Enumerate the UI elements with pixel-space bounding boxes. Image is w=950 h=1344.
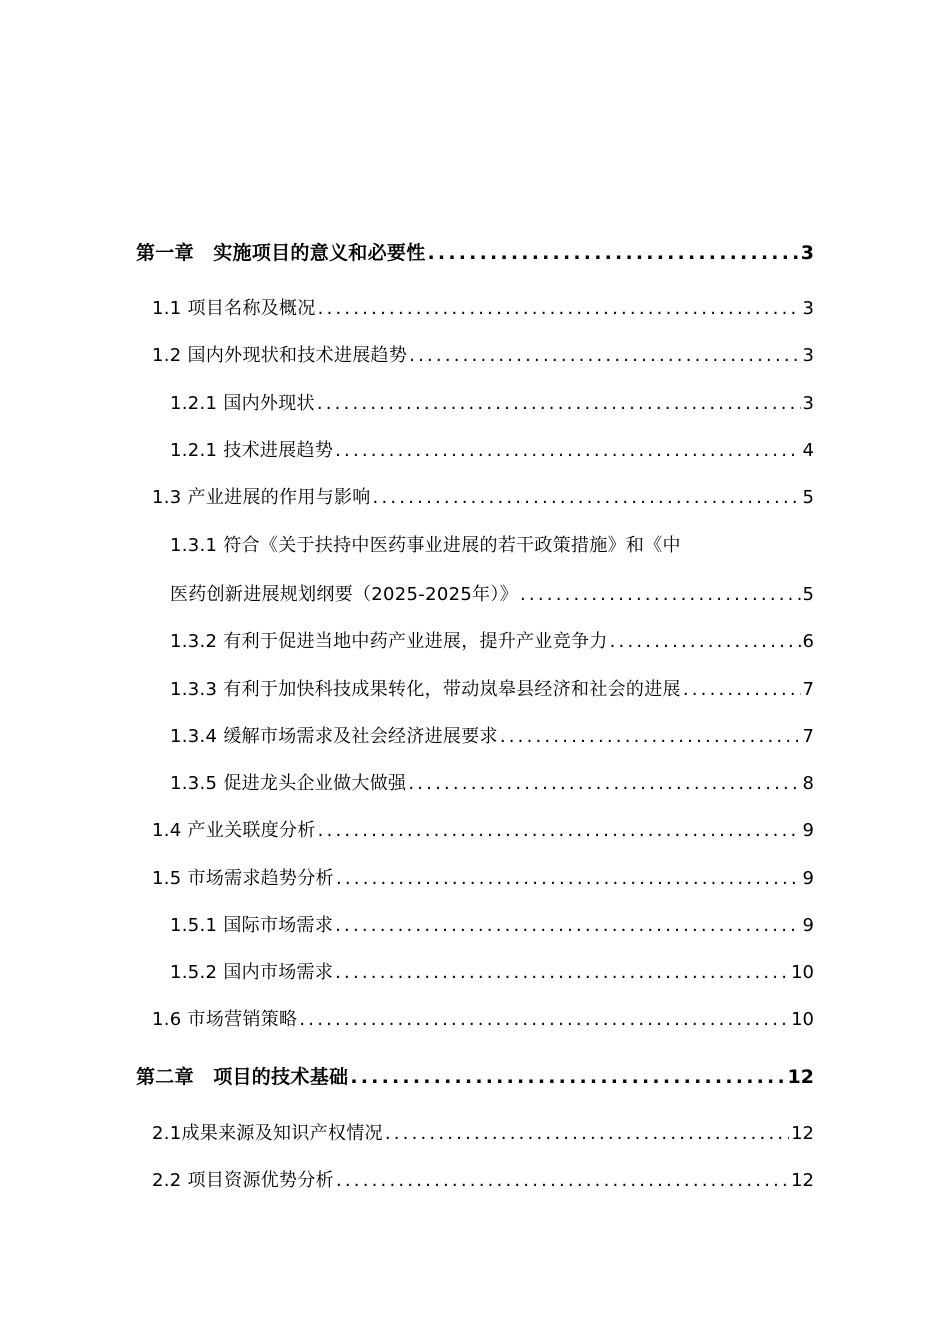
toc-leader-dots xyxy=(409,344,800,368)
toc-entry-1-3-5[interactable] xyxy=(170,772,814,796)
toc-entry-1-3-3[interactable] xyxy=(170,678,814,702)
toc-page-number: 7 xyxy=(802,679,814,700)
toc-entry-1-3-4[interactable] xyxy=(170,725,814,749)
toc-entry-text: 1.4 产业关联度分析 xyxy=(152,820,316,841)
toc-entry-1-3-1-line1[interactable] xyxy=(170,534,681,558)
toc-leader-dots xyxy=(610,630,801,654)
toc-page-number: 9 xyxy=(802,915,814,936)
toc-page-number: 6 xyxy=(802,631,814,652)
toc-leader-dots xyxy=(318,819,801,843)
toc-leader-dots xyxy=(500,725,801,749)
toc-leader-dots xyxy=(335,961,789,985)
toc-page-number: 5 xyxy=(802,584,814,605)
toc-entry-text: 2.2 项目资源优势分析 xyxy=(152,1170,334,1191)
toc-page-number: 7 xyxy=(802,726,814,747)
toc-leader-dots xyxy=(385,1122,789,1146)
toc-page-number: 3 xyxy=(800,242,814,264)
toc-entry-text: 1.3.2 有利于促进当地中药产业进展，提升产业竞争力 xyxy=(170,631,608,652)
toc-entry-1-5-2[interactable] xyxy=(170,961,814,985)
toc-entry-text: 1.2.1 国内外现状 xyxy=(170,393,315,414)
toc-entry-1-2-1-trend[interactable] xyxy=(170,439,814,463)
toc-leader-dots xyxy=(317,392,801,416)
toc-page-number: 12 xyxy=(791,1170,814,1191)
toc-entry-text: 1.3.3 有利于加快科技成果转化，带动岚皋县经济和社会的进展 xyxy=(170,679,681,700)
toc-entry-text: 第一章 实施项目的意义和必要性 xyxy=(136,242,426,264)
toc-entry-text: 1.3.1 符合《关于扶持中医药事业进展的若干政策措施》和《中 xyxy=(170,535,681,556)
toc-leader-dots xyxy=(335,914,800,938)
toc-entry-text: 2.1成果来源及知识产权情况 xyxy=(152,1123,383,1144)
toc-entry-1-3-1-line2[interactable] xyxy=(170,583,814,607)
toc-entry-chapter-1[interactable] xyxy=(136,241,814,265)
toc-entry-text: 1.2 国内外现状和技术进展趋势 xyxy=(152,345,408,366)
toc-page-number: 3 xyxy=(802,345,814,366)
toc-entry-1-4[interactable] xyxy=(152,819,814,843)
toc-entry-1-3[interactable] xyxy=(152,486,814,510)
toc-entry-1-5-1[interactable] xyxy=(170,914,814,938)
toc-leader-dots xyxy=(336,867,801,891)
toc-page-number: 8 xyxy=(802,773,814,794)
toc-leader-dots xyxy=(373,486,801,510)
toc-page-number: 12 xyxy=(787,1066,814,1088)
toc-entry-text: 1.6 市场营销策略 xyxy=(152,1009,298,1030)
toc-leader-dots xyxy=(683,678,801,702)
toc-entry-text: 1.1 项目名称及概况 xyxy=(152,298,316,319)
toc-page-number: 9 xyxy=(802,868,814,889)
toc-entry-1-6[interactable] xyxy=(152,1008,814,1032)
toc-page-number: 5 xyxy=(802,487,814,508)
toc-page-number: 10 xyxy=(791,962,814,983)
toc-entry-1-3-2[interactable] xyxy=(170,630,814,654)
toc-entry-1-2[interactable] xyxy=(152,344,814,368)
toc-entry-text: 1.3.4 缓解市场需求及社会经济进展要求 xyxy=(170,726,498,747)
toc-leader-dots xyxy=(520,583,801,607)
toc-page-number: 12 xyxy=(791,1123,814,1144)
toc-entry-text: 1.5 市场需求趋势分析 xyxy=(152,868,334,889)
toc-entry-text: 医药创新进展规划纲要（2025-2025年）》 xyxy=(170,584,519,605)
toc-page-number: 10 xyxy=(791,1009,814,1030)
toc-leader-dots xyxy=(335,439,800,463)
toc-leader-dots xyxy=(299,1008,789,1032)
toc-entry-2-1[interactable] xyxy=(152,1122,814,1146)
toc-leader-dots xyxy=(318,297,801,321)
toc-entry-text: 1.3 产业进展的作用与影响 xyxy=(152,487,371,508)
toc-page-number: 3 xyxy=(802,298,814,319)
toc-entry-text: 1.3.5 促进龙头企业做大做强 xyxy=(170,773,407,794)
toc-page-number: 9 xyxy=(802,820,814,841)
toc-entry-text: 第二章 项目的技术基础 xyxy=(136,1066,349,1088)
toc-leader-dots xyxy=(336,1169,789,1193)
toc-leader-dots xyxy=(428,241,799,265)
toc-leader-dots xyxy=(350,1065,785,1089)
toc-entry-chapter-2[interactable] xyxy=(136,1065,814,1089)
toc-entry-2-2[interactable] xyxy=(152,1169,814,1193)
toc-entry-text: 1.2.1 技术进展趋势 xyxy=(170,440,334,461)
toc-leader-dots xyxy=(408,772,800,796)
toc-entry-1-1[interactable] xyxy=(152,297,814,321)
toc-entry-1-2-1[interactable] xyxy=(170,392,814,416)
toc-page-number: 3 xyxy=(802,393,814,414)
toc-entry-text: 1.5.2 国内市场需求 xyxy=(170,962,334,983)
toc-entry-text: 1.5.1 国际市场需求 xyxy=(170,915,334,936)
toc-page-number: 4 xyxy=(802,440,814,461)
toc-entry-1-5[interactable] xyxy=(152,867,814,891)
